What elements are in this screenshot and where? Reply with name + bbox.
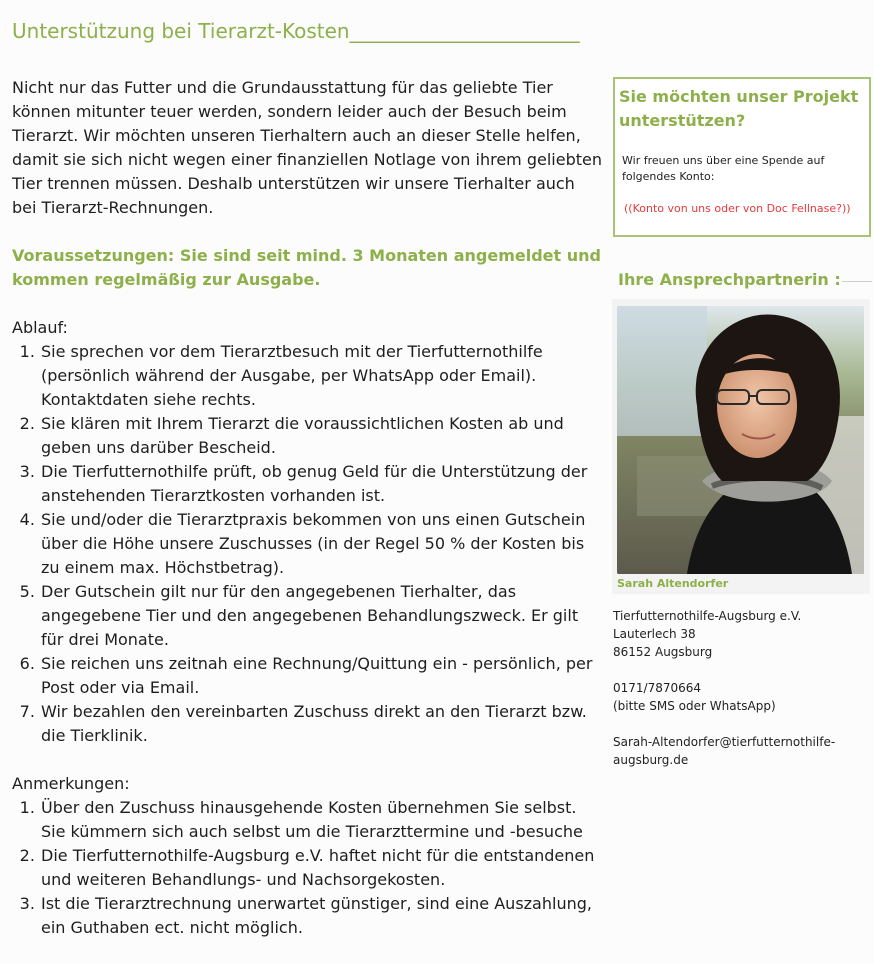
spacer <box>613 715 873 733</box>
ablauf-list <box>12 340 602 748</box>
email-line-1[interactable]: Sarah-Altendorfer@tierfutternothilfe- <box>613 735 836 749</box>
list-item: 5. Der Gutschein gilt nur für den angegebenen Tierhalter, das angegebene Tier und den angegebenen Behandlungszweck. Er gilt für drei Monate. <box>40 580 602 652</box>
list-item: 2. Sie klären mit Ihrem Tierarzt die voraussichtlichen Kosten ab und geben uns darüber Bescheid. <box>40 412 602 460</box>
requirements-text: Voraussetzungen: Sie sind seit mind. 3 Monaten angemeldet und kommen regelmäßig zur Ausgabe. <box>12 246 601 289</box>
anmerkungen-list <box>12 796 602 940</box>
list-item: 2. Die Tierfutternothilfe-Augsburg e.V. haftet nicht für die entstandenen und weiteren Behandlungs- und Nachsorgekosten. <box>40 844 602 892</box>
city: 86152 Augsburg <box>613 645 713 659</box>
list-item: 3. Die Tierfutternothilfe prüft, ob genug Geld für die Unterstützung der anstehenden Tierarztkosten vorhanden ist. <box>40 460 602 508</box>
support-box <box>613 77 871 237</box>
portrait-image <box>617 306 864 574</box>
anmerkungen-heading: Anmerkungen: <box>12 774 130 793</box>
email-line-2[interactable]: augsburg.de <box>613 753 689 767</box>
page-title: Unterstützung bei Tierarzt-Kosten_______________________ <box>12 19 580 43</box>
org-name: Tierfutternothilfe-Augsburg e.V. <box>613 609 802 623</box>
list-item: 4. Sie und/oder die Tierarztpraxis bekommen von uns einen Gutschein über die Höhe unsere Zuschusses (in der Regel 50 % der Kosten bis zu einem max. Höchstbetrag). <box>40 508 602 580</box>
ablauf-heading: Ablauf: <box>12 318 68 337</box>
contact-photo <box>617 306 864 574</box>
list-item: 6. Sie reichen uns zeitnah eine Rechnung/Quittung ein - persönlich, per Post oder via Email. <box>40 652 602 700</box>
list-item: 7. Wir bezahlen den vereinbarten Zuschuss direkt an den Tierarzt bzw. die Tierklinik. <box>40 700 602 748</box>
intro-paragraph: Nicht nur das Futter und die Grundausstattung für das geliebte Tier können mitunter teuer werden, sondern leider auch der Besuch beim Tierarzt. Wir möchten unseren Tierhaltern auch an dieser Stelle helfen, damit sie sich nicht wegen einer finanziellen Notlage von ihrem geliebten Tier trennen müssen. Deshalb unterstützen wir unsere Tierhalter auch bei Tierarzt-Rechnungen. <box>12 78 602 217</box>
list-item: 3. Ist die Tierarztrechnung unerwartet günstiger, sind eine Auszahlung, ein Guthaben ect. nicht möglich. <box>40 892 602 940</box>
bank-account-placeholder: ((Konto von uns oder von Doc Fellnase?)) <box>624 202 851 215</box>
support-title: Sie möchten unser Projekt unterstützen? <box>619 87 859 130</box>
email-link[interactable] <box>613 733 873 769</box>
list-item: 1. Sie sprechen vor dem Tierarztbesuch mit der Tierfutternothilfe (persönlich während der Ausgabe, per WhatsApp oder Email). Kontaktdaten siehe rechts. <box>40 340 602 412</box>
main-content <box>12 76 602 940</box>
photo-caption: Sarah Altendorfer <box>617 577 729 590</box>
contact-photo-card <box>612 299 870 594</box>
list-item: 1. Über den Zuschuss hinausgehende Kosten übernehmen Sie selbst. Sie kümmern sich auch selbst um die Tierarzttermine und -besuche <box>40 796 602 844</box>
contact-heading: Ihre Ansprechpartnerin : <box>618 270 841 289</box>
heading-divider <box>842 281 872 282</box>
phone-number[interactable]: 0171/7870664 <box>613 681 702 695</box>
spacer <box>613 661 873 679</box>
street: Lauterlech 38 <box>613 627 696 641</box>
contact-address <box>613 607 873 769</box>
support-text: Wir freuen uns über eine Spende auf folgendes Konto: <box>622 154 825 183</box>
phone-note: (bitte SMS oder WhatsApp) <box>613 699 776 713</box>
